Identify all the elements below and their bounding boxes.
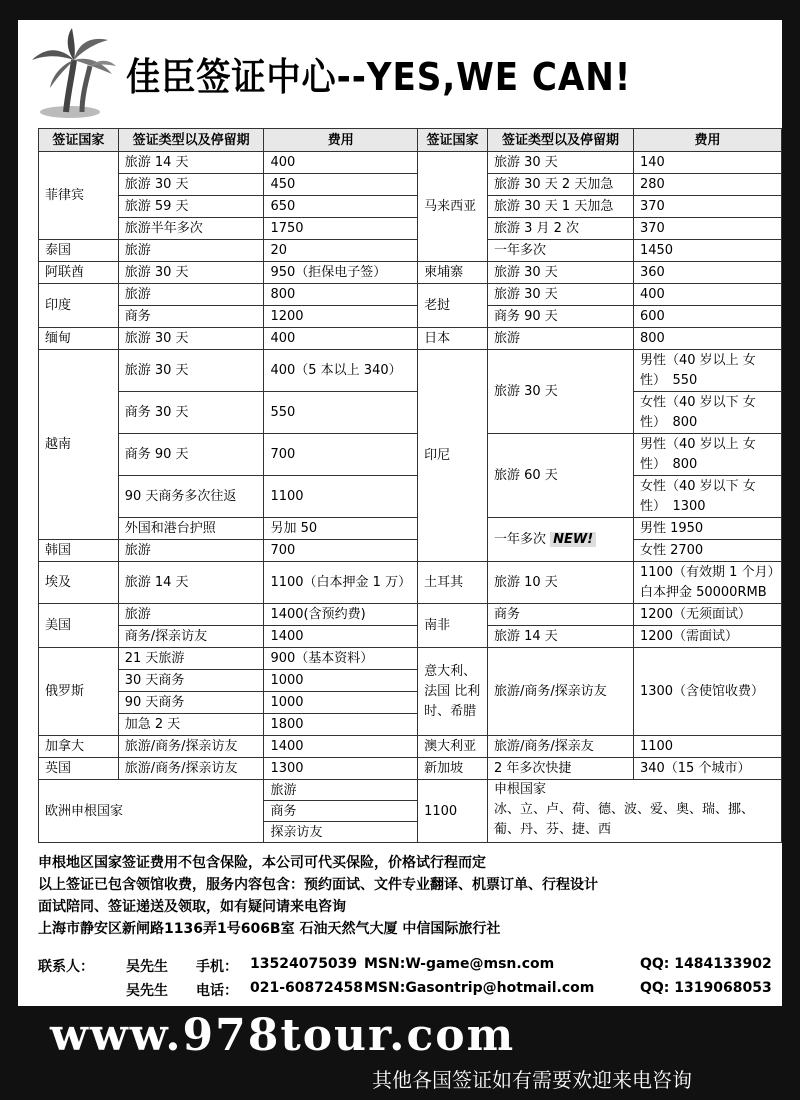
table-row [39,392,782,413]
country-cell: 菲律宾 [39,152,119,240]
schengen-members: 冰、立、卢、荷、德、波、爱、奥、瑞、挪、葡、丹、芬、捷、西 [493,802,754,837]
column-header: 费用 [633,129,781,152]
table-row [39,152,782,174]
table-row [39,736,782,758]
msn-address: MSN:W-game@msn.com [364,956,555,972]
fee-cell: 370 [633,218,781,240]
msn-address: MSN:Gasontrip@hotmail.com [364,980,595,996]
fee-cell: 450 [264,174,418,196]
country-cell: 缅甸 [39,328,119,350]
note-line: 面试陪同、签证递送及领取，如有疑问请来电咨询 [38,899,346,915]
contact-row [38,956,782,980]
fee-cell: 700 [264,434,418,476]
footer-tagline: 其他各国签证如有需要欢迎来电咨询 [372,1068,692,1092]
fee-cell: 1400 [264,626,418,648]
country-cell: 埃及 [39,562,119,604]
table-row [39,626,782,648]
fee-cell: 1000 [264,692,418,714]
visa-type-cell: 一年多次 [487,240,633,262]
visa-type-cell: 商务/探亲访友 [118,626,264,648]
table-row [39,284,782,306]
table-row [39,434,782,455]
fee-cell: 1100 [633,736,781,758]
qq-number: QQ: 1484133902 [640,956,772,972]
phone-label: 手机： [196,959,238,975]
fee-cell: 800 [633,328,781,350]
fee-cell: 280 [633,174,781,196]
visa-type-cell: 旅游半年多次 [118,218,264,240]
fee-cell: 550 [264,392,418,434]
country-cell: 澳大利亚 [418,736,488,758]
visa-type-cell: 旅游 30 天 [118,328,264,350]
table-row [39,604,782,626]
note-line: 申根地区国家签证费用不包含保险，本公司可代买保险，价格试行程而定 [38,855,486,871]
fee-cell: 1200（无须面试） [633,604,781,626]
schengen-label: 申根国家 [493,782,546,797]
contacts-block [38,956,782,1004]
address-line: 上海市静安区新闸路1136弄1号606B室 石油天然气大厦 中信国际旅行社 [38,921,501,937]
table-row [39,306,782,328]
country-cell: 老挝 [418,284,488,328]
country-cell: 俄罗斯 [39,648,119,736]
visa-type-cell: 旅游 3 月 2 次 [487,218,633,240]
visa-type-cell: 旅游/商务/探亲友 [487,736,633,758]
visa-type-cell: 旅游 30 天 [118,174,264,196]
table-row [39,196,782,218]
visa-type-cell: 旅游 [487,328,633,350]
fee-cell: 1750 [264,218,418,240]
contact-name: 吴先生 [126,983,168,999]
visa-type-cell: 商务 [118,306,264,328]
fee-cell: 1100 [418,780,488,843]
visa-type-cell: 旅游 30 天 [487,284,633,306]
visa-type-cell: 旅游/商务/探亲访友 [118,758,264,780]
visa-type-cell: 旅游 14 天 [487,626,633,648]
visa-type-cell: 旅游 [264,780,418,801]
visa-type-cell: 旅游 [118,604,264,626]
country-cell: 意大利、法国 比利时、希腊 [418,648,488,736]
column-header: 签证类型以及停留期 [487,129,633,152]
fee-cell: 1450 [633,240,781,262]
fee-cell: 女性（40 岁以下 女性） 1300 [633,476,781,518]
fee-cell: 370 [633,196,781,218]
website-url[interactable]: www.978tour.com [50,1010,516,1061]
qq-number: QQ: 1319068053 [640,980,772,996]
visa-type-cell: 旅游 60 天 [487,434,633,518]
country-cell: 越南 [39,350,119,540]
fee-cell: 800 [264,284,418,306]
country-cell: 印度 [39,284,119,328]
palm-tree-icon [22,26,118,122]
fee-cell: 女性 2700 [633,540,781,562]
visa-type-cell: 旅游 14 天 [118,562,264,604]
table-row [39,540,782,562]
fee-cell: 400 [264,152,418,174]
table-row [39,240,782,262]
visa-type-cell: 旅游 30 天 [487,152,633,174]
table-row [39,518,782,540]
fee-cell: 340（15 个城市） [633,758,781,780]
column-header: 签证类型以及停留期 [118,129,264,152]
fee-cell: 1300（含使馆收费） [633,648,781,736]
fee-cell: 900（基本资料） [264,648,418,670]
column-header: 费用 [264,129,418,152]
table-row [39,174,782,196]
visa-type-cell: 探亲访友 [264,822,418,843]
multi-entry-label: 一年多次 [493,532,546,547]
visa-type-cell: 商务 30 天 [118,392,264,434]
table-header-row [39,129,782,152]
phone-number: 021-60872458 [250,980,363,996]
page-title: 佳臣签证中心--YES,WE CAN! [126,55,632,99]
table-row [39,780,782,801]
phone-number: 13524075039 [250,956,358,972]
visa-type-cell: 旅游 [118,240,264,262]
country-cell: 马来西亚 [418,152,488,262]
country-cell: 柬埔寨 [418,262,488,284]
country-cell: 土耳其 [418,562,488,604]
country-cell: 韩国 [39,540,119,562]
country-cell: 日本 [418,328,488,350]
fee-cell: 1400(含预约费) [264,604,418,626]
contact-row [38,980,782,1004]
visa-type-cell: 90 天商务 [118,692,264,714]
visa-type-cell: 旅游 59 天 [118,196,264,218]
fee-cell: 400 [264,328,418,350]
table-row [39,218,782,240]
table-row [39,476,782,497]
column-header: 签证国家 [418,129,488,152]
note-line: 以上签证已包含领馆收费，服务内容包含：预约面试、文件专业翻译、机票订单、行程设计 [38,877,598,893]
table-row [39,758,782,780]
visa-type-cell: 商务 90 天 [487,306,633,328]
poster-sheet [18,20,782,1006]
phone-label: 电话： [196,983,238,999]
table-row [39,350,782,371]
visa-type-cell: 旅游 30 天 1 天加急 [487,196,633,218]
fee-cell: 1800 [264,714,418,736]
country-cell: 美国 [39,604,119,648]
visa-type-cell: 旅游 10 天 [487,562,633,604]
country-cell: 印尼 [418,350,488,562]
visa-type-cell: 旅游 30 天 [487,350,633,434]
country-cell: 新加坡 [418,758,488,780]
visa-type-cell: 2 年多次快捷 [487,758,633,780]
fee-cell: 140 [633,152,781,174]
fee-cell: 700 [264,540,418,562]
visa-type-cell: 商务 90 天 [118,434,264,476]
visa-type-cell: 旅游 30 天 [487,262,633,284]
fee-cell: 1200（需面试） [633,626,781,648]
new-badge: NEW! [550,532,596,547]
fee-cell: 400（5 本以上 340） [264,350,418,392]
notes-block [38,852,782,940]
contact-name: 吴先生 [126,959,168,975]
visa-type-cell: 21 天旅游 [118,648,264,670]
fee-cell: 600 [633,306,781,328]
country-cell: 泰国 [39,240,119,262]
visa-type-cell: 加急 2 天 [118,714,264,736]
table-row [39,562,782,604]
fee-cell: 1300 [264,758,418,780]
visa-type-cell: 旅游 30 天 [118,262,264,284]
header [18,20,782,128]
visa-type-cell: 商务 [487,604,633,626]
table-row [39,328,782,350]
visa-fee-table [38,128,782,843]
table-row [39,648,782,670]
visa-type-cell: 外国和港台护照 [118,518,264,540]
country-cell: 南非 [418,604,488,648]
fee-cell: 1100（白本押金 1 万） [264,562,418,604]
visa-type-cell: 商务 [264,801,418,822]
fee-cell: 1200 [264,306,418,328]
fee-cell: 650 [264,196,418,218]
fee-cell: 360 [633,262,781,284]
schengen-members-cell [487,780,781,843]
visa-type-cell: 旅游 30 天 2 天加急 [487,174,633,196]
visa-type-cell: 旅游/商务/探亲访友 [118,736,264,758]
country-cell: 欧洲申根国家 [39,780,264,843]
country-cell: 加拿大 [39,736,119,758]
fee-cell: 400 [633,284,781,306]
fee-cell: 1400 [264,736,418,758]
table-row [39,262,782,284]
fee-cell: 男性（40 岁以上 女性） 800 [633,434,781,476]
column-header: 签证国家 [39,129,119,152]
visa-type-cell: 旅游 30 天 [118,350,264,392]
country-cell: 阿联酋 [39,262,119,284]
visa-type-cell: 旅游/商务/探亲访友 [487,648,633,736]
visa-type-cell: 30 天商务 [118,670,264,692]
fee-cell: 另加 50 [264,518,418,540]
visa-type-cell: 旅游 14 天 [118,152,264,174]
country-cell: 英国 [39,758,119,780]
visa-type-cell: 旅游 [118,284,264,306]
visa-type-cell [487,518,633,562]
fee-cell: 女性（40 岁以下 女性） 800 [633,392,781,434]
fee-cell: 20 [264,240,418,262]
visa-type-cell: 旅游 [118,540,264,562]
visa-type-cell: 90 天商务多次往返 [118,476,264,518]
fee-cell: 1100 [264,476,418,518]
fee-cell: 1100（有效期 1 个月）白本押金 50000RMB [633,562,781,604]
contact-label: 联系人： [38,959,94,975]
fee-cell: 1000 [264,670,418,692]
fee-cell: 男性 1950 [633,518,781,540]
fee-cell: 950（拒保电子签） [264,262,418,284]
fee-cell: 男性（40 岁以上 女性） 550 [633,350,781,392]
